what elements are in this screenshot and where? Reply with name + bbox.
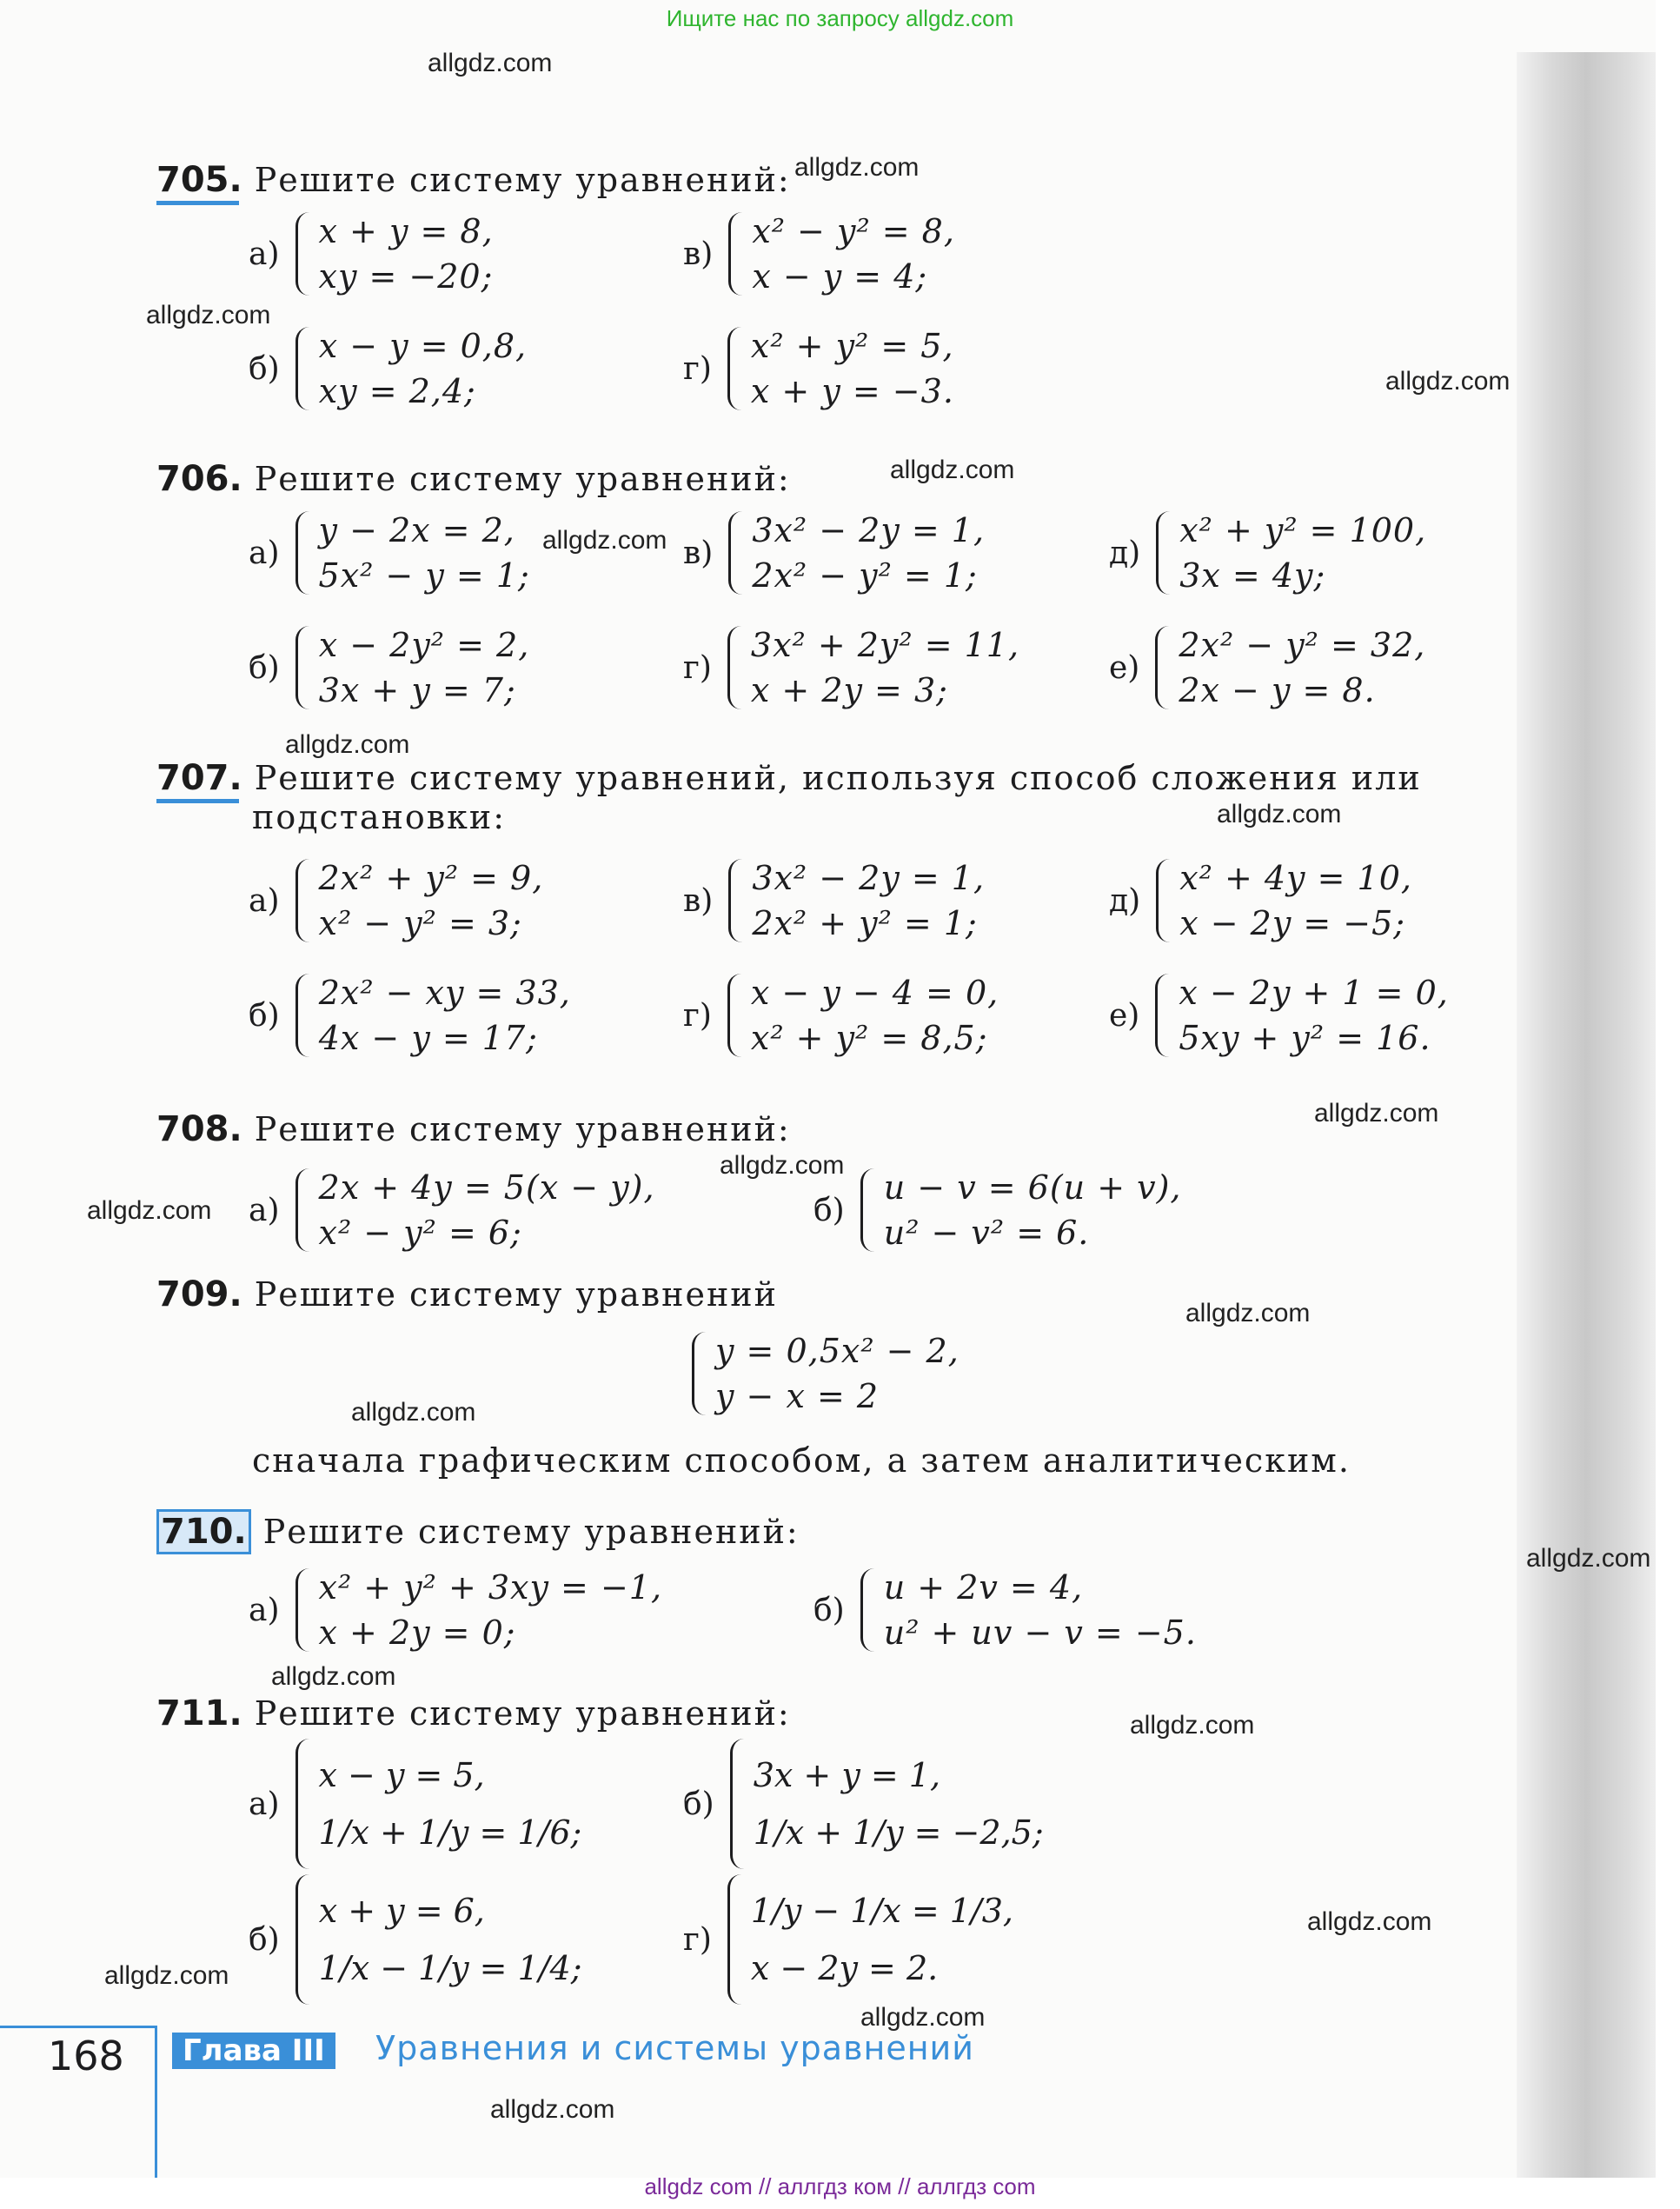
top-banner[interactable]: Ищите нас по запросу allgdz.com <box>666 5 1014 31</box>
problem-text: Решите систему уравнений <box>254 1275 778 1314</box>
equation: 5x² − y = 1; <box>318 556 530 595</box>
brace <box>692 1332 708 1415</box>
equation: x − y = 5, <box>318 1756 485 1794</box>
watermark: allgdz.com <box>351 1398 476 1427</box>
equation: y = 0,5x² − 2, <box>715 1332 960 1370</box>
equation: 3x + y = 1, <box>753 1756 941 1794</box>
problem-number: 709. <box>156 1274 242 1314</box>
brace <box>295 1568 312 1652</box>
bottom-banner[interactable]: allgdz com // аллгдз ком // аллгдз com <box>644 2173 1036 2199</box>
equation: 3x = 4y; <box>1179 556 1326 595</box>
system-711-b1 <box>683 1739 1044 1869</box>
brace <box>727 974 744 1057</box>
system-709 <box>692 1328 960 1419</box>
watermark: allgdz.com <box>428 49 553 77</box>
brace <box>295 626 312 709</box>
problem-number: 710. <box>156 1509 251 1554</box>
problem-number: 705. <box>156 160 242 200</box>
equation: 2x² + y² = 1; <box>752 904 978 942</box>
system-711-g <box>683 1874 1013 2005</box>
brace <box>1155 626 1172 709</box>
equation: x − y = 0,8, <box>318 327 528 365</box>
system-711-b2 <box>249 1874 582 2005</box>
brace <box>728 859 745 942</box>
item-label: в) <box>683 236 714 272</box>
equation: x² + 4y = 10, <box>1179 859 1412 897</box>
equation: x − 2y + 1 = 0, <box>1179 974 1449 1012</box>
system-707-b <box>249 970 571 1061</box>
equation: 1/x − 1/y = 1/4; <box>318 1949 582 1987</box>
item-label: б) <box>249 649 280 686</box>
brace <box>295 511 312 595</box>
equation: 2x + 4y = 5(x − y), <box>318 1168 655 1207</box>
brace <box>295 974 312 1057</box>
brace <box>295 212 312 296</box>
item-label: б) <box>683 1786 714 1822</box>
equation: x² + y² + 3xy = −1, <box>318 1568 663 1607</box>
watermark: allgdz.com <box>271 1662 396 1691</box>
problem-711 <box>156 1693 791 1733</box>
equation: y − 2x = 2, <box>318 511 515 549</box>
problem-text: Решите систему уравнений: <box>254 161 791 199</box>
watermark: allgdz.com <box>1217 800 1342 828</box>
equation: x² − y² = 3; <box>318 904 522 942</box>
problem-710 <box>156 1509 800 1554</box>
brace <box>730 1739 747 1869</box>
equation: 2x − y = 8. <box>1179 671 1376 709</box>
equation: x² + y² = 8,5; <box>750 1019 988 1057</box>
equation: x + 2y = 3; <box>750 671 948 709</box>
page-spine-shadow <box>1517 52 1656 2178</box>
watermark: allgdz.com <box>87 1196 212 1225</box>
item-label: б) <box>813 1592 845 1628</box>
brace <box>728 212 745 296</box>
brace <box>1156 511 1172 595</box>
brace <box>1156 859 1172 942</box>
brace <box>860 1568 877 1652</box>
equation: u² − v² = 6. <box>883 1214 1090 1252</box>
problem-text: Решите систему уравнений: <box>254 460 791 498</box>
equation: xy = −20; <box>318 257 494 296</box>
system-707-v <box>683 855 985 946</box>
brace <box>295 1874 312 2005</box>
watermark: allgdz.com <box>1314 1099 1439 1128</box>
equation: x² + y² = 5, <box>750 327 954 365</box>
equation: 1/y − 1/x = 1/3, <box>750 1892 1013 1930</box>
problem-text: Решите систему уравнений: <box>254 1694 791 1733</box>
problem-709-tail: сначала графическим способом, а затем аналитическим. <box>252 1441 1351 1480</box>
problem-text-continued: подстановки: <box>252 798 507 836</box>
item-label: е) <box>1109 997 1140 1034</box>
item-label: в) <box>683 882 714 919</box>
system-706-a <box>249 508 530 598</box>
watermark: allgdz.com <box>490 2095 615 2124</box>
system-711-a <box>249 1739 581 1869</box>
watermark: allgdz.com <box>720 1151 845 1180</box>
problem-709 <box>156 1274 778 1314</box>
watermark: allgdz.com <box>1526 1544 1651 1573</box>
watermark: allgdz.com <box>146 301 271 329</box>
brace <box>295 1168 312 1252</box>
equation: u − v = 6(u + v), <box>883 1168 1182 1207</box>
footer-rule <box>0 2026 156 2028</box>
item-label: а) <box>249 1592 280 1628</box>
item-label: а) <box>249 535 280 571</box>
equation: xy = 2,4; <box>318 372 476 410</box>
item-label: в) <box>683 535 714 571</box>
item-label: а) <box>249 236 280 272</box>
system-705-b <box>249 323 527 414</box>
brace <box>727 1874 744 2005</box>
system-708-b <box>813 1165 1182 1255</box>
equation: 2x² − xy = 33, <box>318 974 571 1012</box>
item-label: а) <box>249 1786 280 1822</box>
equation: x − 2y² = 2, <box>318 626 530 664</box>
problem-text: Решите систему уравнений: <box>262 1513 800 1551</box>
problem-number: 706. <box>156 459 242 499</box>
brace <box>727 626 744 709</box>
watermark: allgdz.com <box>794 153 920 182</box>
problem-706 <box>156 459 791 499</box>
item-label: а) <box>249 1192 280 1228</box>
equation: x² − y² = 6; <box>318 1214 522 1252</box>
equation: x + y = 6, <box>318 1892 485 1930</box>
system-707-a <box>249 855 543 946</box>
watermark: allgdz.com <box>1130 1711 1255 1740</box>
equation: x + y = 8, <box>318 212 494 250</box>
equation: x² − y² = 8, <box>752 212 955 250</box>
equation: 2x² − y² = 32, <box>1179 626 1426 664</box>
system-710-a <box>249 1565 662 1655</box>
problem-number: 707. <box>156 758 242 798</box>
equation: x² + y² = 100, <box>1179 511 1427 549</box>
brace <box>295 1739 312 1869</box>
watermark: allgdz.com <box>890 456 1015 484</box>
chapter-title: Уравнения и системы уравнений <box>375 2029 974 2067</box>
system-707-d <box>1109 855 1412 946</box>
footer-rule <box>155 2026 157 2178</box>
system-706-e <box>1109 622 1425 713</box>
brace <box>1155 974 1172 1057</box>
brace <box>728 511 745 595</box>
brace <box>860 1168 877 1252</box>
watermark: allgdz.com <box>1307 1907 1432 1936</box>
page-number: 168 <box>48 2033 124 2079</box>
problem-text: Решите систему уравнений, используя способ сложения или <box>254 759 1422 797</box>
equation: u + 2v = 4, <box>883 1568 1084 1607</box>
system-706-b <box>249 622 529 713</box>
watermark: allgdz.com <box>542 526 667 555</box>
brace <box>295 327 312 410</box>
problem-text: Решите систему уравнений: <box>254 1110 791 1148</box>
system-710-b <box>813 1565 1197 1655</box>
watermark: allgdz.com <box>285 730 410 759</box>
item-label: б) <box>249 350 280 387</box>
equation: y − x = 2 <box>715 1377 880 1415</box>
item-label: б) <box>249 997 280 1034</box>
equation: x + 2y = 0; <box>318 1614 516 1652</box>
item-label: а) <box>249 882 280 919</box>
problem-number: 708. <box>156 1109 242 1149</box>
equation: x − y = 4; <box>752 257 928 296</box>
problem-707 <box>156 758 1422 798</box>
equation: 4x − y = 17; <box>318 1019 538 1057</box>
system-705-v <box>683 209 955 299</box>
brace <box>295 859 312 942</box>
system-707-e <box>1109 970 1449 1061</box>
equation: 3x² − 2y = 1, <box>752 511 986 549</box>
item-label: б) <box>249 1921 280 1958</box>
item-label: г) <box>683 350 712 387</box>
chapter-badge: Глава III <box>172 2033 335 2069</box>
equation: x − y − 4 = 0, <box>750 974 999 1012</box>
system-705-g <box>683 323 954 414</box>
watermark: allgdz.com <box>1185 1299 1311 1327</box>
system-706-g <box>683 622 1019 713</box>
equation: u² + uv − v = −5. <box>883 1614 1197 1652</box>
equation: 5xy + y² = 16. <box>1179 1019 1431 1057</box>
item-label: е) <box>1109 649 1140 686</box>
equation: x − 2y = 2. <box>750 1949 939 1987</box>
system-705-a <box>249 209 494 299</box>
equation: 3x² − 2y = 1, <box>752 859 986 897</box>
item-label: д) <box>1109 535 1141 571</box>
watermark: allgdz.com <box>860 2003 986 2032</box>
watermark: allgdz.com <box>1385 367 1511 396</box>
equation: 3x + y = 7; <box>318 671 516 709</box>
item-label: г) <box>683 649 712 686</box>
equation: 1/x + 1/y = −2,5; <box>753 1813 1044 1852</box>
item-label: г) <box>683 1921 712 1958</box>
item-label: д) <box>1109 882 1141 919</box>
problem-708 <box>156 1109 791 1149</box>
system-706-d <box>1109 508 1426 598</box>
item-label: б) <box>813 1192 845 1228</box>
item-label: г) <box>683 997 712 1034</box>
problem-705 <box>156 160 791 200</box>
system-708-a <box>249 1165 655 1255</box>
equation: 3x² + 2y² = 11, <box>750 626 1020 664</box>
equation: 2x² − y² = 1; <box>752 556 978 595</box>
equation: x + y = −3. <box>750 372 954 410</box>
equation: 1/x + 1/y = 1/6; <box>318 1813 582 1852</box>
brace <box>727 327 744 410</box>
watermark: allgdz.com <box>104 1961 229 1990</box>
system-706-v <box>683 508 985 598</box>
system-707-g <box>683 970 999 1061</box>
equation: 2x² + y² = 9, <box>318 859 544 897</box>
equation: x − 2y = −5; <box>1179 904 1406 942</box>
problem-number: 711. <box>156 1693 242 1733</box>
